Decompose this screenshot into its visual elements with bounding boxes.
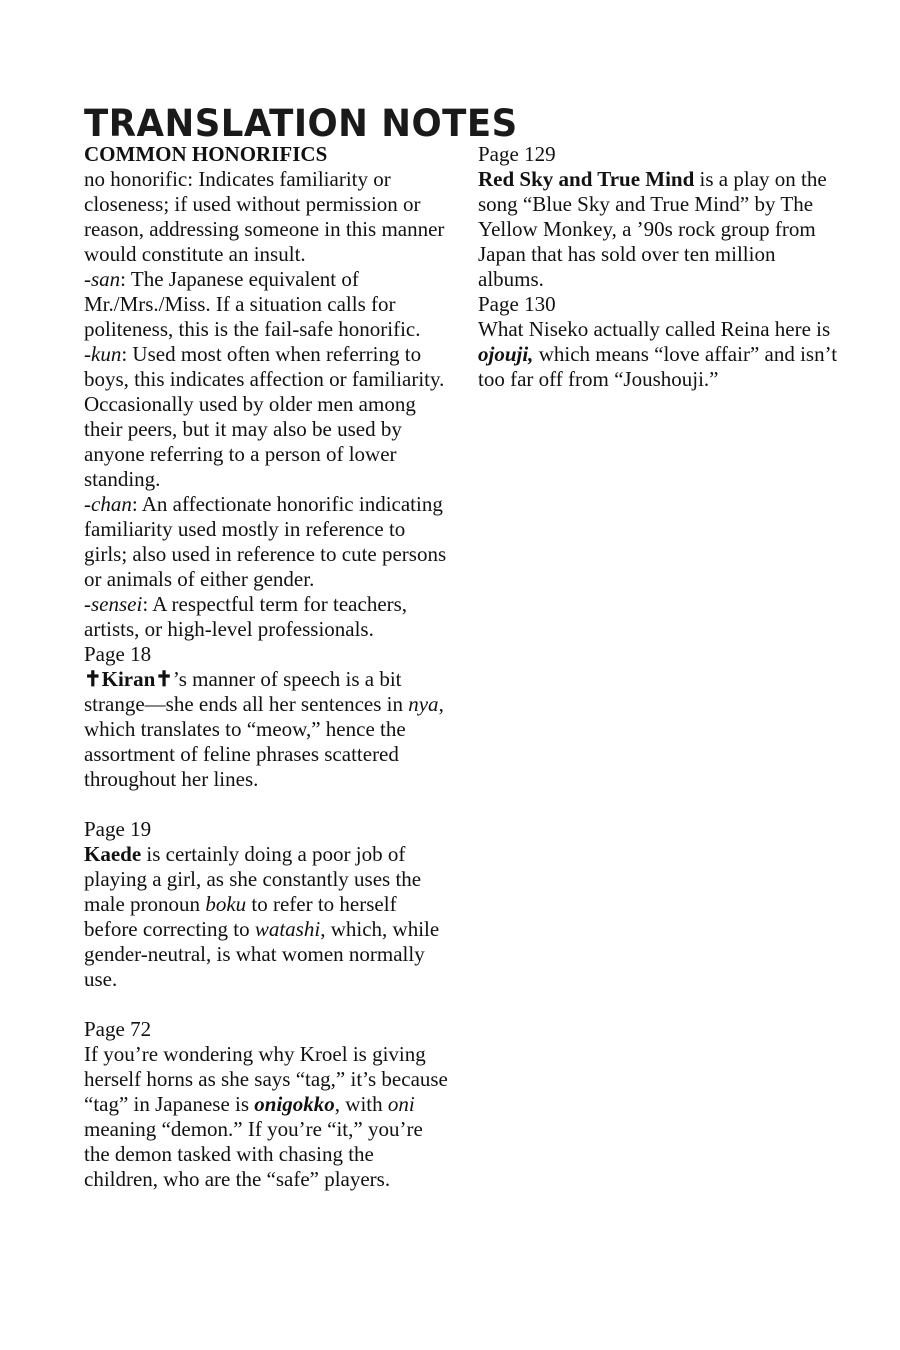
section-common-honorifics <box>84 142 452 642</box>
note-entry-page-130 <box>478 292 846 392</box>
note-19-part1: is certainly doing a poor job of playing a girl, as she constantly uses the male pronoun <box>84 842 422 916</box>
page-label-130: Page 130 <box>478 292 556 316</box>
page-label-18: Page 18 <box>84 642 152 666</box>
term-nya: nya <box>408 692 439 716</box>
note-72-part3: meaning “demon.” If you’re “it,” you’re the demon tasked with chasing the children, who are the “safe” players. <box>84 1117 423 1191</box>
section-heading-honorifics: COMMON HONORIFICS <box>84 142 328 166</box>
honorific-kun <box>84 342 452 492</box>
note-18-part2: , which translates to “meow,” hence the assortment of feline phrases scattered throughout her lines. <box>84 692 444 791</box>
right-column <box>478 142 846 1192</box>
honorific-desc-sensei: : A respectful term for teachers, artists, or high-level professionals. <box>84 592 408 641</box>
note-entry-page-72 <box>84 1017 452 1192</box>
note-129-part1: is a play on the song “Blue Sky and True Mind” by The Yellow Monkey, a ’90s rock group from Japan that has sold over ten million albums. <box>478 167 827 291</box>
term-ojouji: ojouji, <box>478 342 534 366</box>
honorific-san <box>84 267 452 342</box>
honorific-term-kun: -kun <box>84 342 122 366</box>
term-watashi: watashi <box>254 917 321 941</box>
note-130-part2: which means “love affair” and isn’t too far off from “Joushouji.” <box>478 342 838 391</box>
note-text-page-19 <box>84 842 452 992</box>
term-boku: boku <box>205 892 247 916</box>
note-text-page-72 <box>84 1042 452 1192</box>
note-19-part3: , which, while gender-neutral, is what women normally use. <box>84 917 440 991</box>
page-title: TRANSLATION NOTES <box>84 101 518 145</box>
note-72-part2: , with <box>334 1092 388 1116</box>
page-label-129: Page 129 <box>478 142 556 166</box>
page-label-19: Page 19 <box>84 817 152 841</box>
note-130-part1: What Niseko actually called Reina here is <box>478 317 831 341</box>
title-red-sky-and-true-mind: Red Sky and True Mind <box>478 167 695 191</box>
note-text-page-18 <box>84 667 452 792</box>
dagger-icon-left: ✝ <box>84 667 102 691</box>
honorific-desc-chan: : An affectionate honorific indicating familiarity used mostly in reference to girls; also used in reference to cute persons or animals of either gender. <box>84 492 447 591</box>
note-text-page-130 <box>478 317 846 392</box>
honorific-desc-kun: : Used most often when referring to boys, this indicates affection or familiarity. Occasionally used by older men among their peers, but it may also be used by anyone referring to a person of lower standing. <box>84 342 445 491</box>
two-column-body <box>84 142 846 1192</box>
honorific-chan <box>84 492 452 592</box>
note-18-part1: ’s manner of speech is a bit strange—she ends all her sentences in <box>84 667 409 716</box>
character-name-kaede: Kaede <box>84 842 142 866</box>
honorific-term-chan: -chan <box>84 492 132 516</box>
honorific-desc-none: : Indicates familiarity or closeness; if used without permission or reason, addressing someone in this manner would constitute an insult. <box>84 167 445 266</box>
character-name-kiran: Kiran <box>101 667 156 691</box>
note-entry-page-18 <box>84 642 452 792</box>
honorific-sensei <box>84 592 452 642</box>
dagger-icon-right: ✝ <box>155 667 173 691</box>
term-oni: oni <box>387 1092 415 1116</box>
honorific-term-san: -san <box>84 267 121 291</box>
page-label-72: Page 72 <box>84 1017 152 1041</box>
note-72-part1: If you’re wondering why Kroel is giving herself horns as she says “tag,” it’s because “tag” in Japanese is <box>84 1042 448 1116</box>
term-onigokko: onigokko <box>254 1092 335 1116</box>
honorific-desc-san: : The Japanese equivalent of Mr./Mrs./Miss. If a situation calls for politeness, this is the fail-safe honorific. <box>84 267 421 341</box>
honorific-term-sensei: -sensei <box>84 592 143 616</box>
left-column <box>84 142 452 1192</box>
honorific-no-honorific <box>84 167 452 267</box>
note-19-part2: to refer to herself before correcting to <box>84 892 397 941</box>
note-entry-page-129 <box>478 142 846 292</box>
note-entry-page-19 <box>84 817 452 992</box>
note-text-page-129 <box>478 167 846 292</box>
honorific-term-none: no honorific <box>84 167 188 191</box>
